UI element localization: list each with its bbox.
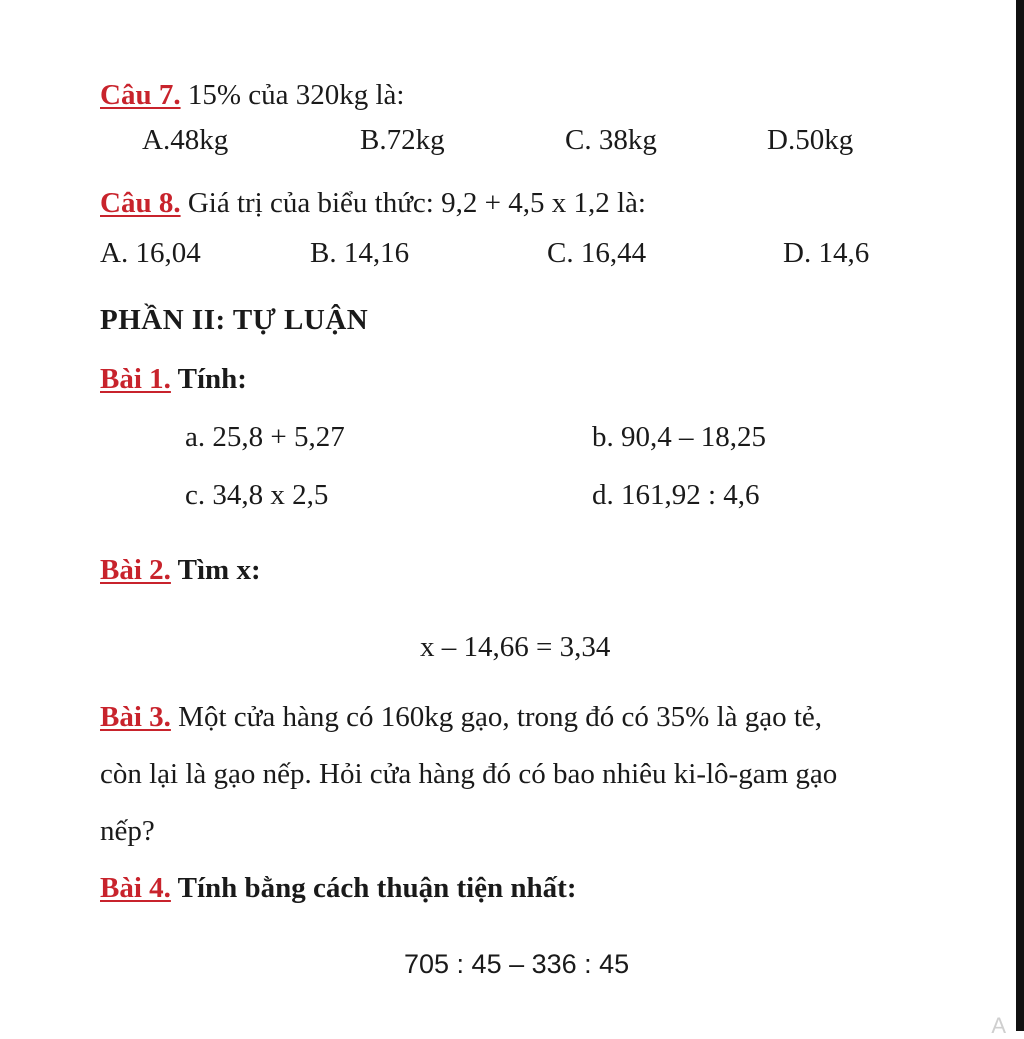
exercise-3-label: Bài 3. — [100, 701, 171, 733]
exercise-2-label: Bài 2. — [100, 554, 171, 586]
exercise-3-line-3: nếp? — [100, 815, 155, 847]
exercise-4-label: Bài 4. — [100, 872, 171, 904]
question-8-text: Giá trị của biểu thức: 9,2 + 4,5 x 1,2 là: — [180, 187, 646, 219]
question-8-label: Câu 8. — [100, 187, 181, 219]
q8-option-c: C. 16,44 — [547, 237, 647, 269]
exercise-1-label: Bài 1. — [100, 363, 171, 395]
section-heading: PHẦN II: TỰ LUẬN — [100, 304, 369, 336]
q7-option-b: B.72kg — [360, 124, 445, 156]
q8-option-d: D. 14,6 — [783, 237, 870, 269]
exercise-2-title: Tìm x: — [170, 554, 261, 586]
q7-option-d: D.50kg — [767, 124, 854, 156]
exercise-3-text-1: Một cửa hàng có 160kg gạo, trong đó có 35% là gạo tẻ, — [170, 701, 823, 733]
corner-watermark: A — [991, 1013, 1006, 1038]
exercise-3-line-1 — [100, 700, 822, 734]
exercise-1-header — [100, 362, 247, 396]
exercise-2-header — [100, 553, 261, 587]
question-7 — [100, 78, 404, 112]
question-7-text: 15% của 320kg là: — [180, 79, 405, 111]
screen-edge — [1016, 0, 1024, 1031]
exercise-4-expression: 705 : 45 – 336 : 45 — [404, 949, 630, 979]
question-7-label: Câu 7. — [100, 79, 181, 111]
q8-option-b: B. 14,16 — [310, 237, 410, 269]
exercise-4-header — [100, 871, 577, 905]
exercise-2-equation: x – 14,66 = 3,34 — [420, 631, 611, 663]
exercise-1-item-c: c. 34,8 x 2,5 — [185, 479, 329, 511]
question-8 — [100, 186, 646, 220]
exercise-1-item-a: a. 25,8 + 5,27 — [185, 421, 345, 453]
q7-option-a: A.48kg — [142, 124, 229, 156]
q8-option-a: A. 16,04 — [100, 237, 201, 269]
exercise-4-title: Tính bằng cách thuận tiện nhất: — [170, 872, 577, 904]
exercise-3-line-2: còn lại là gạo nếp. Hỏi cửa hàng đó có bao nhiêu ki-lô-gam gạo — [100, 758, 838, 790]
q7-option-c: C. 38kg — [565, 124, 657, 156]
exercise-1-item-b: b. 90,4 – 18,25 — [592, 421, 766, 453]
exercise-1-item-d: d. 161,92 : 4,6 — [592, 479, 760, 511]
exercise-1-title: Tính: — [170, 363, 247, 395]
